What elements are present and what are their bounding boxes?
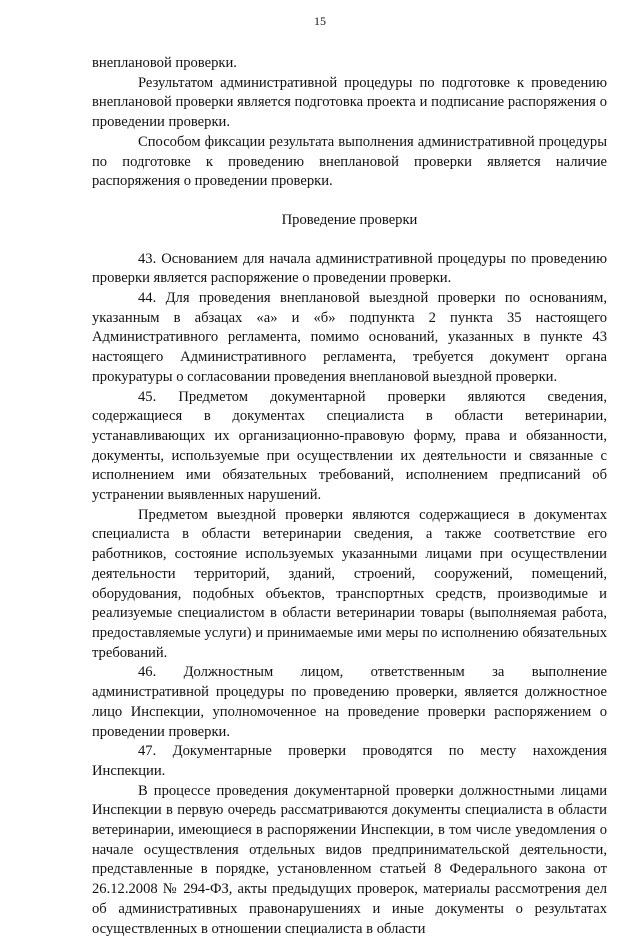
paragraph-continuation: внеплановой проверки. [92,55,237,71]
paragraph-47: 47. Документарные проверки проводятся по месту нахождения Инспекции. [92,743,607,779]
paragraph-43: 43. Основанием для начала административной процедуры по проведению проверки является распоряжение о проведении проверки. [92,250,607,287]
section-heading: Проведение проверки [281,211,418,228]
paragraph-46: 46. Должностным лицом, ответственным за выполнение административной процедуры по проведению проверки, является должностное лицо Инспекции, уполномоченное на проведение проверки распоряжением о проведении проверки. [92,664,607,740]
paragraph-fixation-method: Способом фиксации результата выполнения административной процедуры по подготовке к проведению внеплановой проверки является наличие распоряжения о проведении проверки. [92,133,607,190]
paragraph-45-onsite: Предметом выездной проверки являются содержащиеся в документах специалиста в области ветеринарии сведения, а также соответствие его работников, состояние используемых указанными лицами при осуществлении деятельности территорий, зданий, строений, сооружений, помещений, оборудования, подобных объектов, транспортных средств, производимые и реализуемые специалистом в области ветеринарии товары (выполняемая работа, предоставляемые услуги) и принимаемые ими меры по исполнению обязательных требований. [92,506,607,661]
page-number: 15 [314,14,326,28]
page-content [92,54,607,939]
paragraph-47-process: В процессе проведения документарной проверки должностными лицами Инспекции в первую очередь рассматриваются документы специалиста в области ветеринарии, имеющиеся в распоряжении Инспекции, в том числе уведомления о начале осуществления отдельных видов предпринимательской деятельности, представленные в порядке, установленном статьей 8 Федерального закона от 26.12.2008 № 294-ФЗ, акты предыдущих проверок, материалы рассмотрения дел об административных правонарушениях и иные документы о результатах осуществленных в отношении специалиста в области [92,782,607,937]
paragraph-44: 44. Для проведения внеплановой выездной проверки по основаниям, указанным в абзацах «а» и «б» подпункта 2 пункта 35 настоящего Административного регламента, помимо оснований, указанных в пункте 43 настоящего Административного регламента, требуется документ органа прокуратуры о согласовании проведения внеплановой выездной проверки. [92,290,607,385]
spacer [92,231,607,250]
paragraph-45: 45. Предметом документарной проверки являются сведения, содержащиеся в документах специалиста в области ветеринарии, устанавливающих их организационно-правовую форму, права и обязанности, документы, используемые при осуществлении их деятельности и связанные с исполнением ими обязательных требований, исполнением предписаний об устранении выявленных нарушений. [92,388,607,504]
spacer [92,192,607,211]
paragraph-result: Результатом административной процедуры по подготовке к проведению внеплановой проверки является подготовка проекта и подписание распоряжения о проведении проверки. [92,74,607,131]
